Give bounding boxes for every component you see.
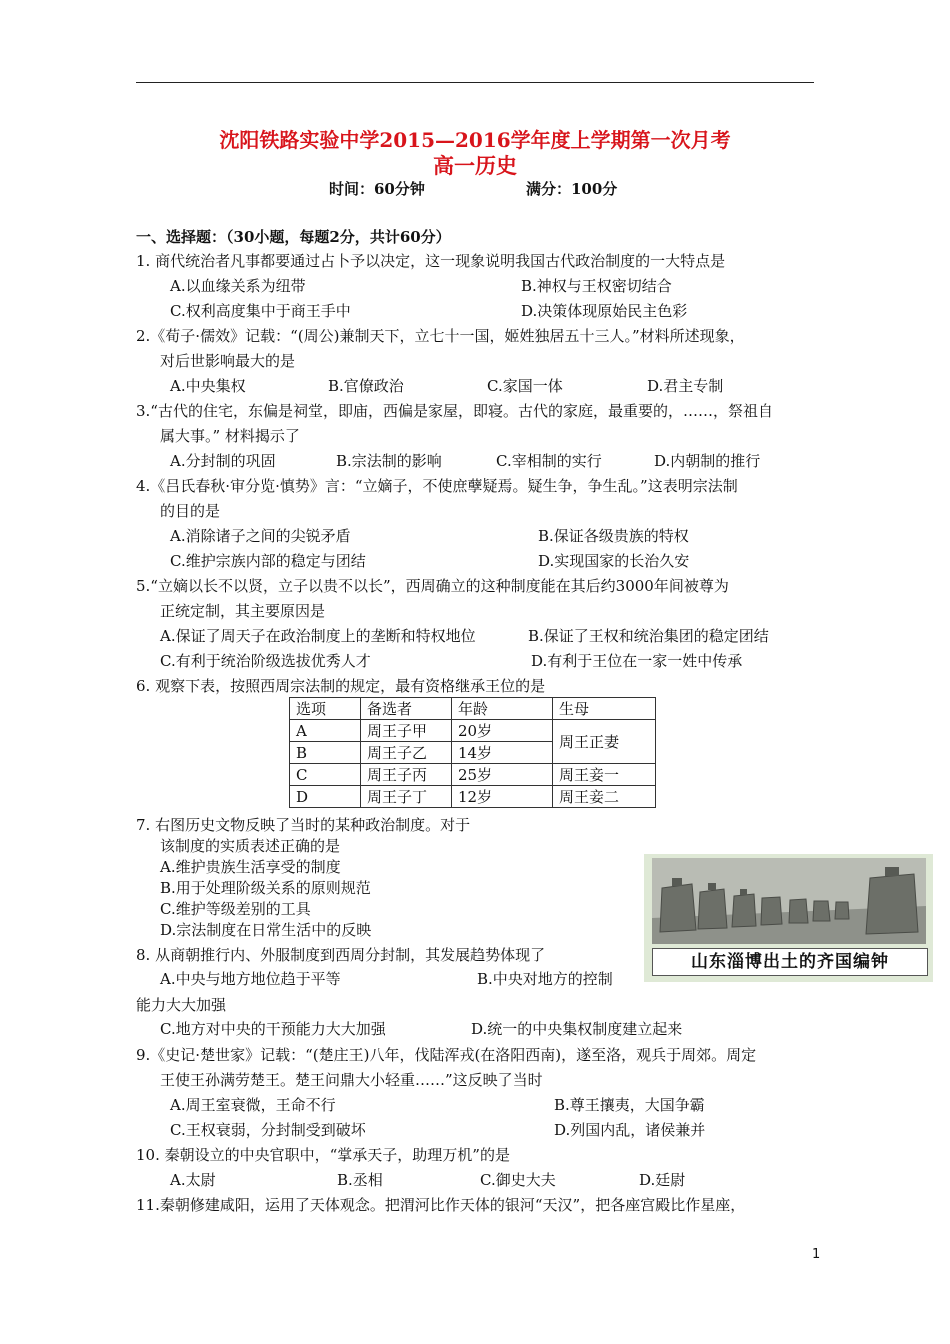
q11-stem: 11.秦朝修建咸阳，运用了天体观念。把渭河比作天体的银河“天汉”，把各座宫殿比作星座， bbox=[136, 1196, 746, 1214]
table-cell: A bbox=[290, 720, 361, 742]
table-cell: 周王子丁 bbox=[361, 786, 452, 808]
q10-stem: 10. 秦朝设立的中央官职中，“掌承天子，助理万机”的是 bbox=[136, 1146, 510, 1164]
table-cell: 周王妾一 bbox=[553, 764, 656, 786]
exam-subject: 高一历史 bbox=[433, 153, 517, 178]
q4-stem-1: 4.《吕氏春秋·审分览·慎势》言：“立嫡子，不使庶孽疑焉。疑生争，争生乱。”这表明宗法制 bbox=[136, 477, 738, 495]
q9-option-a: A.周王室衰微，王命不行 bbox=[170, 1096, 336, 1114]
q2-stem-1: 2.《荀子·儒效》记载：“(周公)兼制天下，立七十一国，姬姓独居五十三人。”材料所述现象， bbox=[136, 327, 745, 345]
table-cell: 周王子甲 bbox=[361, 720, 452, 742]
q9-stem-2: 王使王孙满劳楚王。楚王问鼎大小轻重……”这反映了当时 bbox=[160, 1071, 543, 1089]
q10-option-c: C.御史大夫 bbox=[480, 1171, 556, 1189]
succession-table bbox=[289, 697, 656, 808]
q8-option-c: C.地方对中央的干预能力大大加强 bbox=[160, 1020, 386, 1038]
table-cell: 20岁 bbox=[452, 720, 553, 742]
q7-stem-2: 该制度的实质表述正确的是 bbox=[160, 837, 341, 855]
table-row bbox=[290, 786, 656, 808]
q4-option-c: C.维护宗族内部的稳定与团结 bbox=[170, 552, 366, 570]
q8-option-a: A.中央与地方地位趋于平等 bbox=[160, 970, 341, 988]
q5-stem-1: 5.“立嫡以长不以贤，立子以贵不以长”，西周确立的这种制度能在其后约3000年间被尊为 bbox=[136, 577, 729, 595]
q7-option-b: B.用于处理阶级关系的原则规范 bbox=[160, 879, 371, 897]
q7-option-a: A.维护贵族生活享受的制度 bbox=[160, 858, 341, 876]
q10-option-b: B.丞相 bbox=[337, 1171, 383, 1189]
q8-stem: 8. 从商朝推行内、外服制度到西周分封制，其发展趋势体现了 bbox=[136, 946, 546, 964]
q1-option-c: C.权利高度集中于商王手中 bbox=[170, 302, 351, 320]
q5-stem-2: 正统定制，其主要原因是 bbox=[160, 602, 326, 620]
q2-option-b: B.官僚政治 bbox=[328, 377, 404, 395]
exam-title: 沈阳铁路实验中学2015—2016学年度上学期第一次月考 bbox=[219, 128, 731, 152]
table-header: 年龄 bbox=[452, 698, 553, 720]
table-cell: C bbox=[290, 764, 361, 786]
q5-option-d: D.有利于王位在一家一姓中传承 bbox=[531, 652, 743, 670]
q1-option-b: B.神权与王权密切结合 bbox=[521, 277, 672, 295]
table-header: 选项 bbox=[290, 698, 361, 720]
table-cell: 14岁 bbox=[452, 742, 553, 764]
exam-time: 时间：60分钟 bbox=[329, 180, 425, 198]
table-cell: 周王子乙 bbox=[361, 742, 452, 764]
q8-option-d: D.统一的中央集权制度建立起来 bbox=[471, 1020, 683, 1038]
table-cell: 12岁 bbox=[452, 786, 553, 808]
table-cell: 周王正妻 bbox=[553, 720, 656, 764]
q3-stem-2: 属大事。” 材料揭示了 bbox=[160, 427, 300, 445]
table-cell: 周王子丙 bbox=[361, 764, 452, 786]
q10-option-d: D.廷尉 bbox=[639, 1171, 686, 1189]
q2-option-a: A.中央集权 bbox=[170, 377, 246, 395]
q4-option-b: B.保证各级贵族的特权 bbox=[538, 527, 689, 545]
q7-stem-1: 7. 右图历史文物反映了当时的某种政治制度。对于 bbox=[136, 816, 471, 834]
q1-option-d: D.决策体现原始民主色彩 bbox=[521, 302, 688, 320]
q8-option-b-cont: 能力大大加强 bbox=[136, 996, 227, 1014]
top-rule bbox=[136, 82, 814, 83]
q9-option-d: D.列国内乱，诸侯兼并 bbox=[554, 1121, 706, 1139]
table-header-row bbox=[290, 698, 656, 720]
table-cell: D bbox=[290, 786, 361, 808]
q3-option-b: B.宗法制的影响 bbox=[336, 452, 442, 470]
q7-option-d: D.宗法制度在日常生活中的反映 bbox=[160, 921, 372, 939]
q4-option-d: D.实现国家的长治久安 bbox=[538, 552, 690, 570]
table-header: 生母 bbox=[553, 698, 656, 720]
q10-option-a: A.太尉 bbox=[170, 1171, 216, 1189]
q7-option-c: C.维护等级差别的工具 bbox=[160, 900, 311, 918]
q5-option-b: B.保证了王权和统治集团的稳定团结 bbox=[528, 627, 769, 645]
q4-option-a: A.消除诸子之间的尖锐矛盾 bbox=[170, 527, 351, 545]
exam-score: 满分：100分 bbox=[526, 180, 618, 198]
q6-stem: 6. 观察下表，按照西周宗法制的规定，最有资格继承王位的是 bbox=[136, 677, 546, 695]
q4-stem-2: 的目的是 bbox=[160, 502, 221, 520]
table-header: 备选者 bbox=[361, 698, 452, 720]
q3-option-d: D.内朝制的推行 bbox=[654, 452, 761, 470]
q3-stem-1: 3.“古代的住宅，东偏是祠堂，即庙，西偏是家屋，即寝。古代的家庭，最重要的，……，祭祖自 bbox=[136, 402, 773, 420]
q9-option-b: B.尊王攘夷，大国争霸 bbox=[554, 1096, 705, 1114]
q2-option-c: C.家国一体 bbox=[487, 377, 563, 395]
table-cell: 周王妾二 bbox=[553, 786, 656, 808]
section-heading: 一、选择题：（30小题，每题2分，共计60分） bbox=[136, 228, 451, 246]
q2-stem-2: 对后世影响最大的是 bbox=[160, 352, 296, 370]
q1-stem: 1. 商代统治者凡事都要通过占卜予以决定，这一现象说明我国古代政治制度的一大特点是 bbox=[136, 252, 726, 270]
figure-caption: 山东淄博出土的齐国编钟 bbox=[652, 948, 928, 976]
q8-option-b: B.中央对地方的控制 bbox=[477, 970, 613, 988]
table-row bbox=[290, 764, 656, 786]
bronze-bells-photo bbox=[652, 858, 926, 944]
q5-option-a: A.保证了周天子在政治制度上的垄断和特权地位 bbox=[160, 627, 476, 645]
table-row bbox=[290, 720, 656, 742]
q9-option-c: C.王权衰弱，分封制受到破坏 bbox=[170, 1121, 366, 1139]
q2-option-d: D.君主专制 bbox=[647, 377, 724, 395]
table-cell: B bbox=[290, 742, 361, 764]
table-cell: 25岁 bbox=[452, 764, 553, 786]
q3-option-c: C.宰相制的实行 bbox=[496, 452, 602, 470]
q3-option-a: A.分封制的巩固 bbox=[170, 452, 276, 470]
page-number: 1 bbox=[812, 1247, 821, 1262]
bronze-bells-figure bbox=[644, 854, 933, 982]
q1-option-a: A.以血缘关系为纽带 bbox=[170, 277, 306, 295]
q5-option-c: C.有利于统治阶级选拔优秀人才 bbox=[160, 652, 371, 670]
q9-stem-1: 9.《史记·楚世家》记载：“(楚庄王)八年，伐陆浑戎(在洛阳西南)，遂至洛，观兵于周郊。周定 bbox=[136, 1046, 757, 1064]
bells-illustration bbox=[652, 858, 926, 944]
